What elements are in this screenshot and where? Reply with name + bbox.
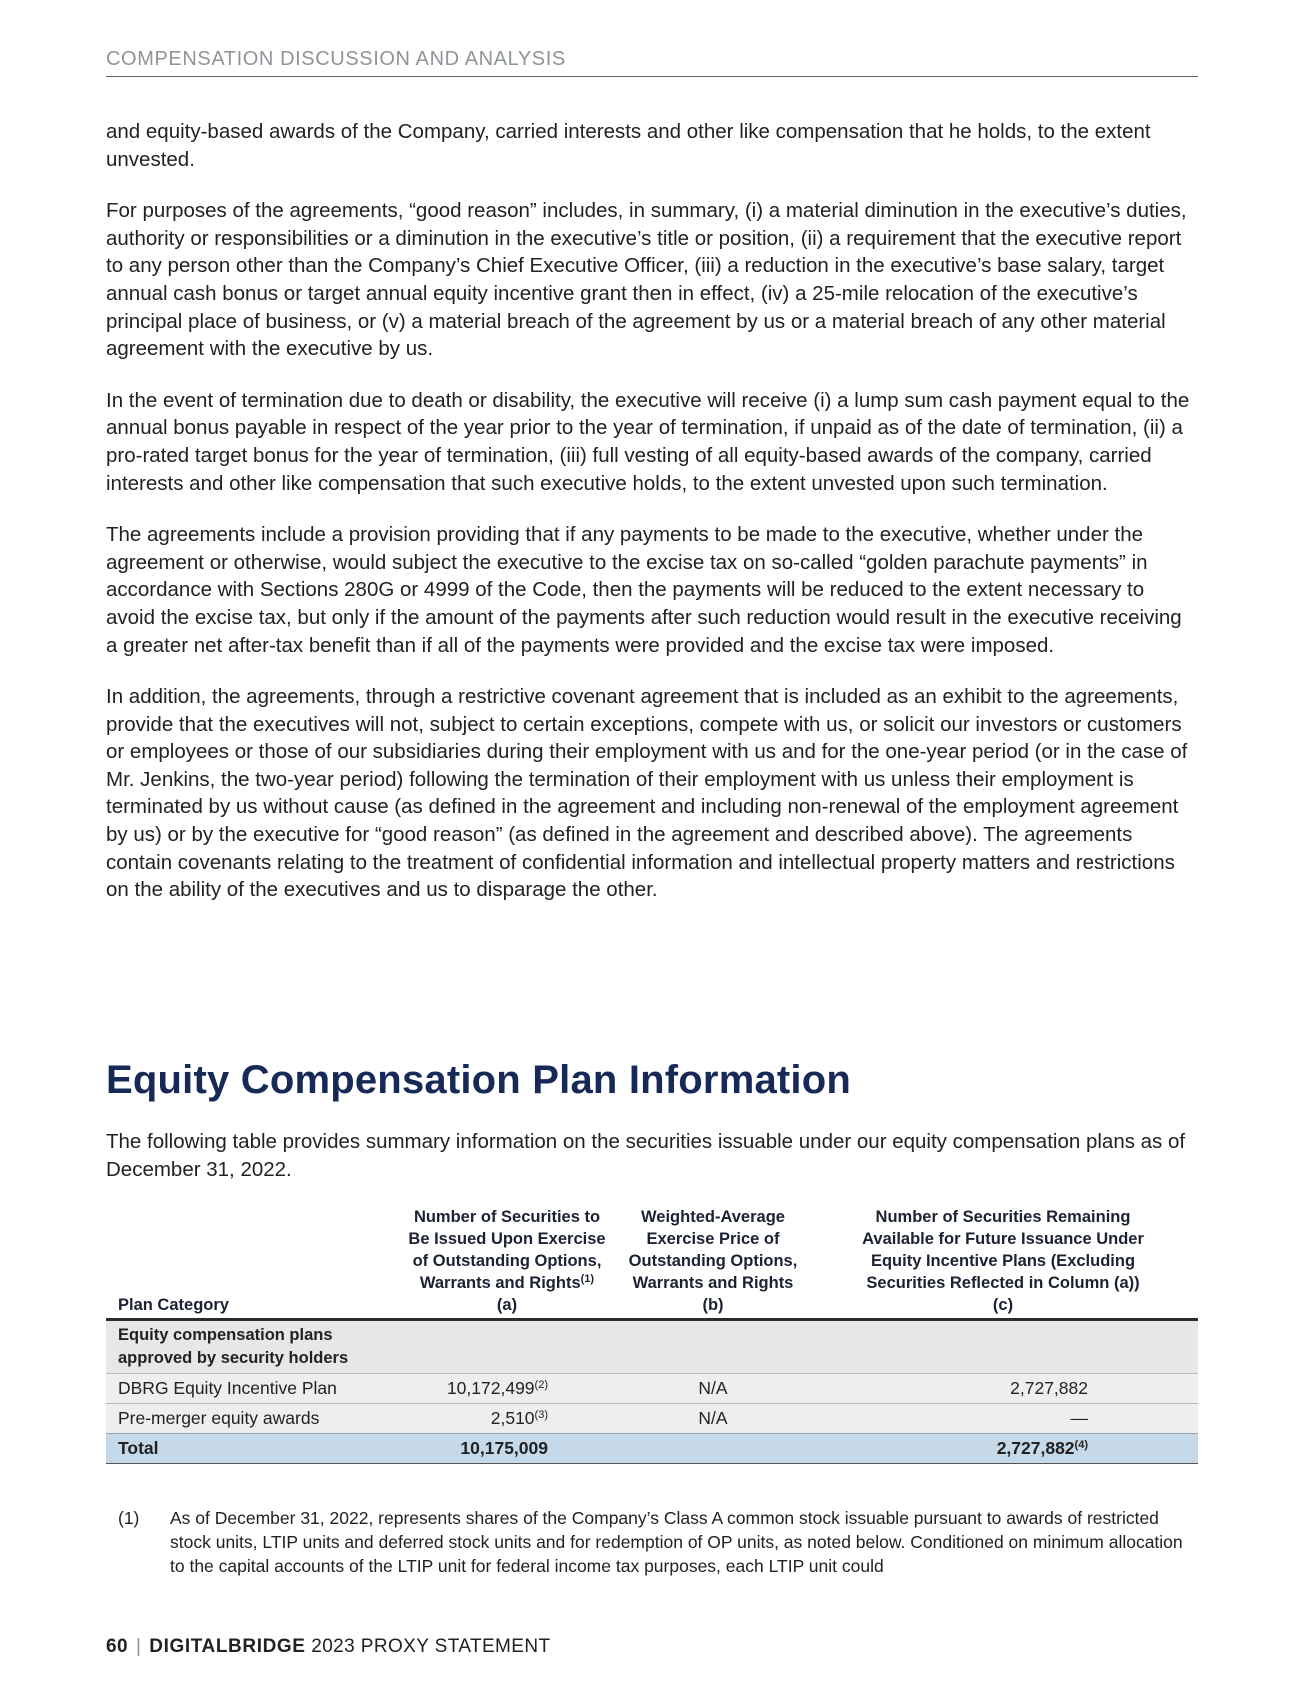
footnote-ref: (2) — [534, 1379, 548, 1391]
paragraph: In addition, the agreements, through a restrictive covenant agreement that is included as an exhibit to the agreements, provide that the executives will not, subject to certain exceptions, compete with us, or solicit our investors or customers or employees or those of our subsidiaries during their employment with us and for the one-year period (or in the case of Mr. Jenkins, the two-year period) following the termination of their employment with us unless their employment is terminated by us without cause (as defined in the agreement and including non-renewal of the employment agreement by us) or by the executive for “good reason” (as defined in the agreement and described above). The agreements contain covenants relating to the treatment of confidential information and intellectual property matters and restrictions on the ability of the executives and us to disparage the other. — [106, 685, 1188, 902]
group-label-line: Equity compensation plans — [118, 1326, 333, 1344]
footnote-text: As of December 31, 2022, represents shares of the Company’s Class A common stock issuable pursuant to awards of restricted stock units, LTIP units and deferred stock units and for redemption of OP units, as noted below. Conditioned on minimum allocation to the capital accounts of the LTIP unit for federal income tax purposes, each LTIP unit could — [170, 1508, 1183, 1576]
cell-a-value: 2,510 — [490, 1408, 535, 1428]
header-line: Warrants and Rights — [419, 1274, 581, 1292]
cell-a-value: 10,172,499 — [446, 1378, 535, 1398]
group-label-line: approved by security holders — [118, 1349, 349, 1367]
total-b — [618, 1434, 808, 1464]
footnote-marker: (1) — [118, 1508, 140, 1528]
equity-compensation-table — [106, 1206, 1198, 1464]
total-a: 10,175,009 — [396, 1434, 618, 1464]
paragraph: In the event of termination due to death or disability, the executive will receive (i) a lump sum cash payment equal to the annual bonus payable in respect of the year prior to the year of termination, if unpaid as of the date of termination, (ii) a pro-rated target bonus for the year of termination, (iii) full vesting of all equity-based awards of the company, carried interests and other like compensation that such executive holds, to the extent unvested upon such termination. — [106, 388, 1190, 495]
footnote — [118, 1506, 1198, 1578]
header-line: Securities Reflected in Column (a)) — [866, 1274, 1140, 1292]
column-header-a — [396, 1206, 618, 1320]
total-c-value: 2,727,882 — [996, 1438, 1075, 1458]
table-header-row — [106, 1206, 1198, 1320]
header-line: Equity Incentive Plans (Excluding — [870, 1252, 1136, 1270]
header-line: Number of Securities Remaining — [875, 1208, 1131, 1226]
footnote-ref: (3) — [534, 1409, 548, 1421]
page-number: 60 — [106, 1636, 128, 1657]
column-header-plan-category: Plan Category — [118, 1296, 229, 1314]
cell-c: — — [808, 1404, 1198, 1434]
footer-doc-title: 2023 PROXY STATEMENT — [311, 1636, 551, 1657]
running-header: COMPENSATION DISCUSSION AND ANALYSIS — [106, 48, 1198, 77]
cell-a — [396, 1404, 618, 1434]
cell-c: 2,727,882 — [808, 1374, 1198, 1404]
header-line: of Outstanding Options, — [412, 1252, 602, 1270]
footer-brand: DIGITALBRIDGE — [149, 1636, 306, 1657]
header-line: Weighted-Average — [641, 1208, 785, 1226]
page-footer — [106, 1636, 551, 1658]
header-line: Exercise Price of — [646, 1230, 780, 1248]
footnote-ref: (1) — [580, 1273, 595, 1285]
column-letter: (a) — [496, 1296, 518, 1314]
total-c — [808, 1434, 1198, 1464]
paragraph: For purposes of the agreements, “good reason” includes, in summary, (i) a material diminution in the executive’s duties, authority or responsibilities or a diminution in the executive’s title or position, (ii) a requirement that the executive report to any person other than the Company’s Chief Executive Officer, (iii) a reduction in the executive’s base salary, target annual cash bonus or target annual equity incentive grant then in effect, (iv) a 25-mile relocation of the executive’s principal place of business, or (v) a material breach of the agreement by us or a material breach of any other material agreement with the executive by us. — [106, 199, 1187, 361]
body-text — [106, 118, 1198, 928]
total-label: Total — [106, 1434, 396, 1464]
plan-name: DBRG Equity Incentive Plan — [106, 1374, 396, 1404]
group-label — [106, 1320, 396, 1374]
paragraph: The agreements include a provision providing that if any payments to be made to the executive, whether under the agreement or otherwise, would subject the executive to the excise tax on so-called “golden parachute payments” in accordance with Sections 280G or 4999 of the Code, then the payments will be reduced to the extent necessary to avoid the excise tax, but only if the amount of the payments after such reduction would result in the executive receiving a greater net after-tax benefit than if all of the payments were provided and the excise tax were imposed. — [106, 523, 1182, 657]
column-header-c — [808, 1206, 1198, 1320]
table-group-row — [106, 1320, 1198, 1374]
section-intro: The following table provides summary information on the securities issuable under our equity compensation plans as of December 31, 2022. — [106, 1130, 1186, 1181]
header-line: Number of Securities to — [413, 1208, 601, 1226]
column-header-b — [618, 1206, 808, 1320]
table-row — [106, 1404, 1198, 1434]
column-letter: (c) — [992, 1296, 1014, 1314]
header-line: Warrants and Rights — [632, 1274, 794, 1292]
cell-a — [396, 1374, 618, 1404]
column-letter: (b) — [702, 1296, 724, 1314]
footer-separator: | — [135, 1636, 142, 1657]
paragraph: and equity-based awards of the Company, carried interests and other like compensation that he holds, to the extent unvested. — [106, 120, 1151, 171]
cell-b: N/A — [618, 1404, 808, 1434]
table-total-row — [106, 1434, 1198, 1464]
plan-name: Pre-merger equity awards — [106, 1404, 396, 1434]
header-line: Available for Future Issuance Under — [862, 1230, 1144, 1248]
header-line: Outstanding Options, — [628, 1252, 798, 1270]
header-line: Be Issued Upon Exercise — [408, 1230, 606, 1248]
cell-b: N/A — [618, 1374, 808, 1404]
footnote-ref: (4) — [1074, 1439, 1088, 1451]
section-title: Equity Compensation Plan Information — [106, 1058, 852, 1102]
table-row — [106, 1374, 1198, 1404]
